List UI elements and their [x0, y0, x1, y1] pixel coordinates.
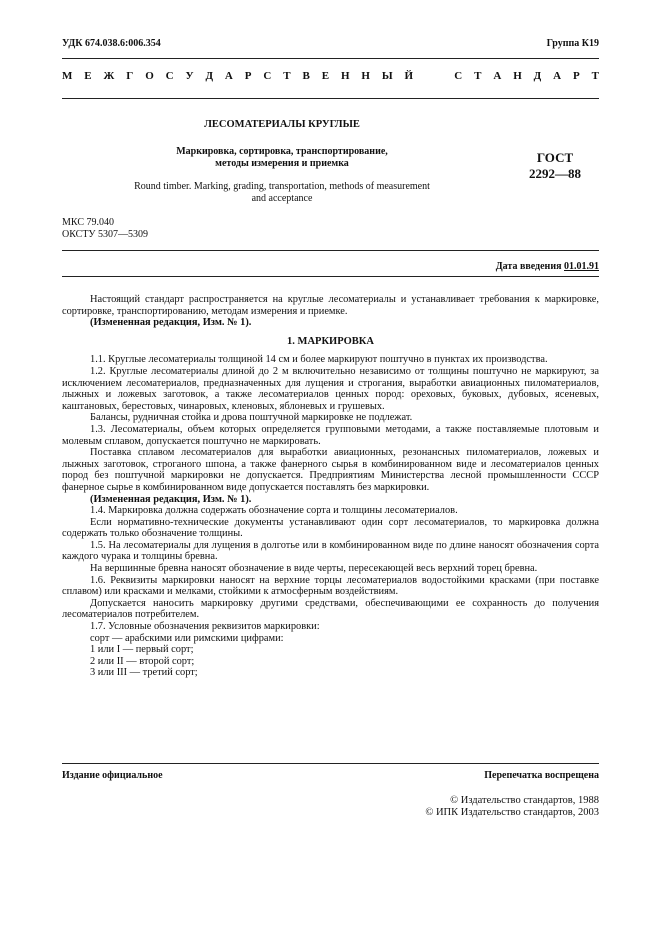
english-title-line-1: Round timber. Marking, grading, transportation, methods of measurement	[134, 181, 430, 192]
copyright-block	[425, 795, 599, 819]
group-code: Группа К19	[546, 38, 599, 49]
footer-rule	[62, 763, 599, 764]
banner-letter: Н	[513, 70, 522, 82]
subtitle-line-2: методы измерения и приемка	[215, 158, 349, 169]
udk-code: УДК 674.038.6:006.354	[62, 38, 161, 49]
intro-revision-note: (Измененная редакция, Изм. № 1).	[90, 317, 252, 329]
codes-rule	[62, 250, 599, 251]
clause-1-5: 1.5. На лесоматериалы для лущения в долготье или в комбинированном виде по длине наносят обозначения сорта каждого чурака и толщины бревна.	[62, 539, 599, 563]
effective-date	[496, 261, 599, 272]
banner-letter: Д	[533, 70, 542, 82]
gost-code: 2292—88	[529, 166, 581, 181]
gost-label: ГОСТ	[536, 150, 574, 165]
banner-letter: Т	[474, 70, 482, 82]
banner-letter: Ж	[103, 70, 115, 82]
banner-letter: С	[165, 70, 174, 82]
document-subtitle	[62, 146, 502, 170]
banner-letter: С	[263, 70, 272, 82]
clause-1-6: 1.6. Реквизиты маркировки наносят на верхние торцы лесоматериалов водостойкими красками (при поставке сплавом) или красками и мелками, стойкими к атмосферным воздействиям.	[62, 574, 599, 598]
clause-1-7-item: 3 или III — третий сорт;	[90, 667, 198, 679]
banner-letter: А	[224, 70, 233, 82]
banner-letter: Е	[84, 70, 92, 82]
banner-letter	[440, 70, 443, 82]
gost-number	[510, 150, 600, 182]
banner-letter: С	[454, 70, 463, 82]
interstate-standard-banner	[62, 70, 599, 82]
banner-letter: М	[62, 70, 73, 82]
clause-1-7: 1.7. Условные обозначения реквизитов маркировки:	[90, 621, 320, 633]
classification-codes	[62, 217, 148, 241]
banner-letter: Й	[404, 70, 414, 82]
banner-rule	[62, 98, 599, 99]
banner-letter	[425, 70, 428, 82]
section-heading-marking: 1. МАРКИРОВКА	[287, 335, 374, 347]
banner-letter: Д	[205, 70, 214, 82]
english-title-line-2: and acceptance	[251, 193, 313, 204]
clause-1-2-note: Балансы, рудничная стойка и дрова поштучной маркировке не подлежат.	[90, 412, 413, 424]
okstu-code: ОКСТУ 5307—5309	[62, 229, 149, 240]
effective-date-label: Дата введения	[495, 261, 564, 272]
banner-letter: Е	[321, 70, 330, 82]
banner-letter: Г	[126, 70, 134, 82]
banner-letter: Т	[591, 70, 599, 82]
banner-letter: Т	[283, 70, 291, 82]
banner-letter: А	[493, 70, 502, 82]
clause-1-3: 1.3. Лесоматериалы, объем которых определяется групповыми методами, а также поставляемые плотовым и молевым сплавом, допускается поштучно не маркировать.	[62, 423, 599, 447]
banner-letter: Р	[244, 70, 252, 82]
clause-1-6-note: Допускается наносить маркировку другими средствами, обеспечивающими ее сохранность до получения лесоматериалов потребителем.	[62, 597, 599, 621]
top-rule	[62, 58, 599, 59]
copyright-1988: © Издательство стандартов, 1988	[450, 795, 599, 806]
clause-1-4: 1.4. Маркировка должна содержать обозначение сорта и толщины лесоматериалов.	[90, 505, 458, 517]
clause-1-3-revision-note: (Измененная редакция, Изм. № 1).	[90, 493, 252, 505]
clause-1-4-note: Если нормативно-технические документы устанавливают один сорт лесоматериалов, то маркировка должна содержать только обозначение толщины.	[62, 516, 599, 540]
clause-1-2: 1.2. Круглые лесоматериалы длиной до 2 м включительно независимо от толщины поштучно не маркируют, за исключением лесоматериалов, предназначенных для лущения и строгания, выработки авиационных пиломатериалов, лыжных и ложевых заготовок, а также лесоматериалов ценных пород: ореховых, буковых, дубовых, ясеневых, каштановых, берестовых, чинаровых, кленовых, яблоневых и грушевых.	[62, 365, 599, 412]
clause-1-7-item: 2 или II — второй сорт;	[90, 655, 195, 667]
document-title: ЛЕСОМАТЕРИАЛЫ КРУГЛЫЕ	[204, 119, 360, 130]
official-edition-label: Издание официальное	[62, 770, 163, 781]
banner-letter: Ы	[381, 70, 393, 82]
clause-1-7-item: сорт — арабскими или римскими цифрами:	[90, 632, 284, 644]
subtitle-line-1: Маркировка, сортировка, транспортирование,	[176, 146, 388, 157]
document-body	[62, 294, 599, 679]
date-rule	[62, 276, 599, 277]
banner-letter: А	[553, 70, 562, 82]
banner-letter: Н	[340, 70, 350, 82]
copyright-2003: © ИПК Издательство стандартов, 2003	[425, 807, 599, 818]
english-title	[62, 181, 502, 205]
banner-letter: О	[145, 70, 154, 82]
intro-paragraph: Настоящий стандарт распространяется на круглые лесоматериалы и устанавливает требования к маркировке, сортировке, транспортированию, методам измерения и приемке.	[62, 294, 599, 317]
banner-letter: Р	[572, 70, 580, 82]
banner-letter: В	[302, 70, 310, 82]
banner-letter: У	[185, 70, 194, 82]
clause-1-1: 1.1. Круглые лесоматериалы толщиной 14 см и более маркируют поштучно в пунктах их производства.	[90, 354, 548, 366]
clause-1-5-note: На вершинные бревна наносят обозначение в виде черты, пересекающей весь верхний торец бревна.	[90, 563, 538, 575]
mks-code: МКС 79.040	[62, 217, 114, 228]
reprint-prohibited-label: Перепечатка воспрещена	[484, 770, 599, 781]
banner-letter: Н	[361, 70, 370, 82]
clause-1-3-note: Поставка сплавом лесоматериалов для выработки авиационных, резонансных пиломатериалов, ложевых и лыжных заготовок, строганого шпона, а также фанерного сырья в комбинированном виде и лесоматериалов ценных пород без поштучной маркировки не допускается. Предприятиям Министерства лесной промышленности СССР фанерное сырье в комбинированном виде допускается поставлять без маркировки.	[62, 447, 599, 493]
effective-date-value: 01.01.91	[564, 261, 599, 272]
clause-1-7-item: 1 или I — первый сорт;	[90, 644, 194, 656]
